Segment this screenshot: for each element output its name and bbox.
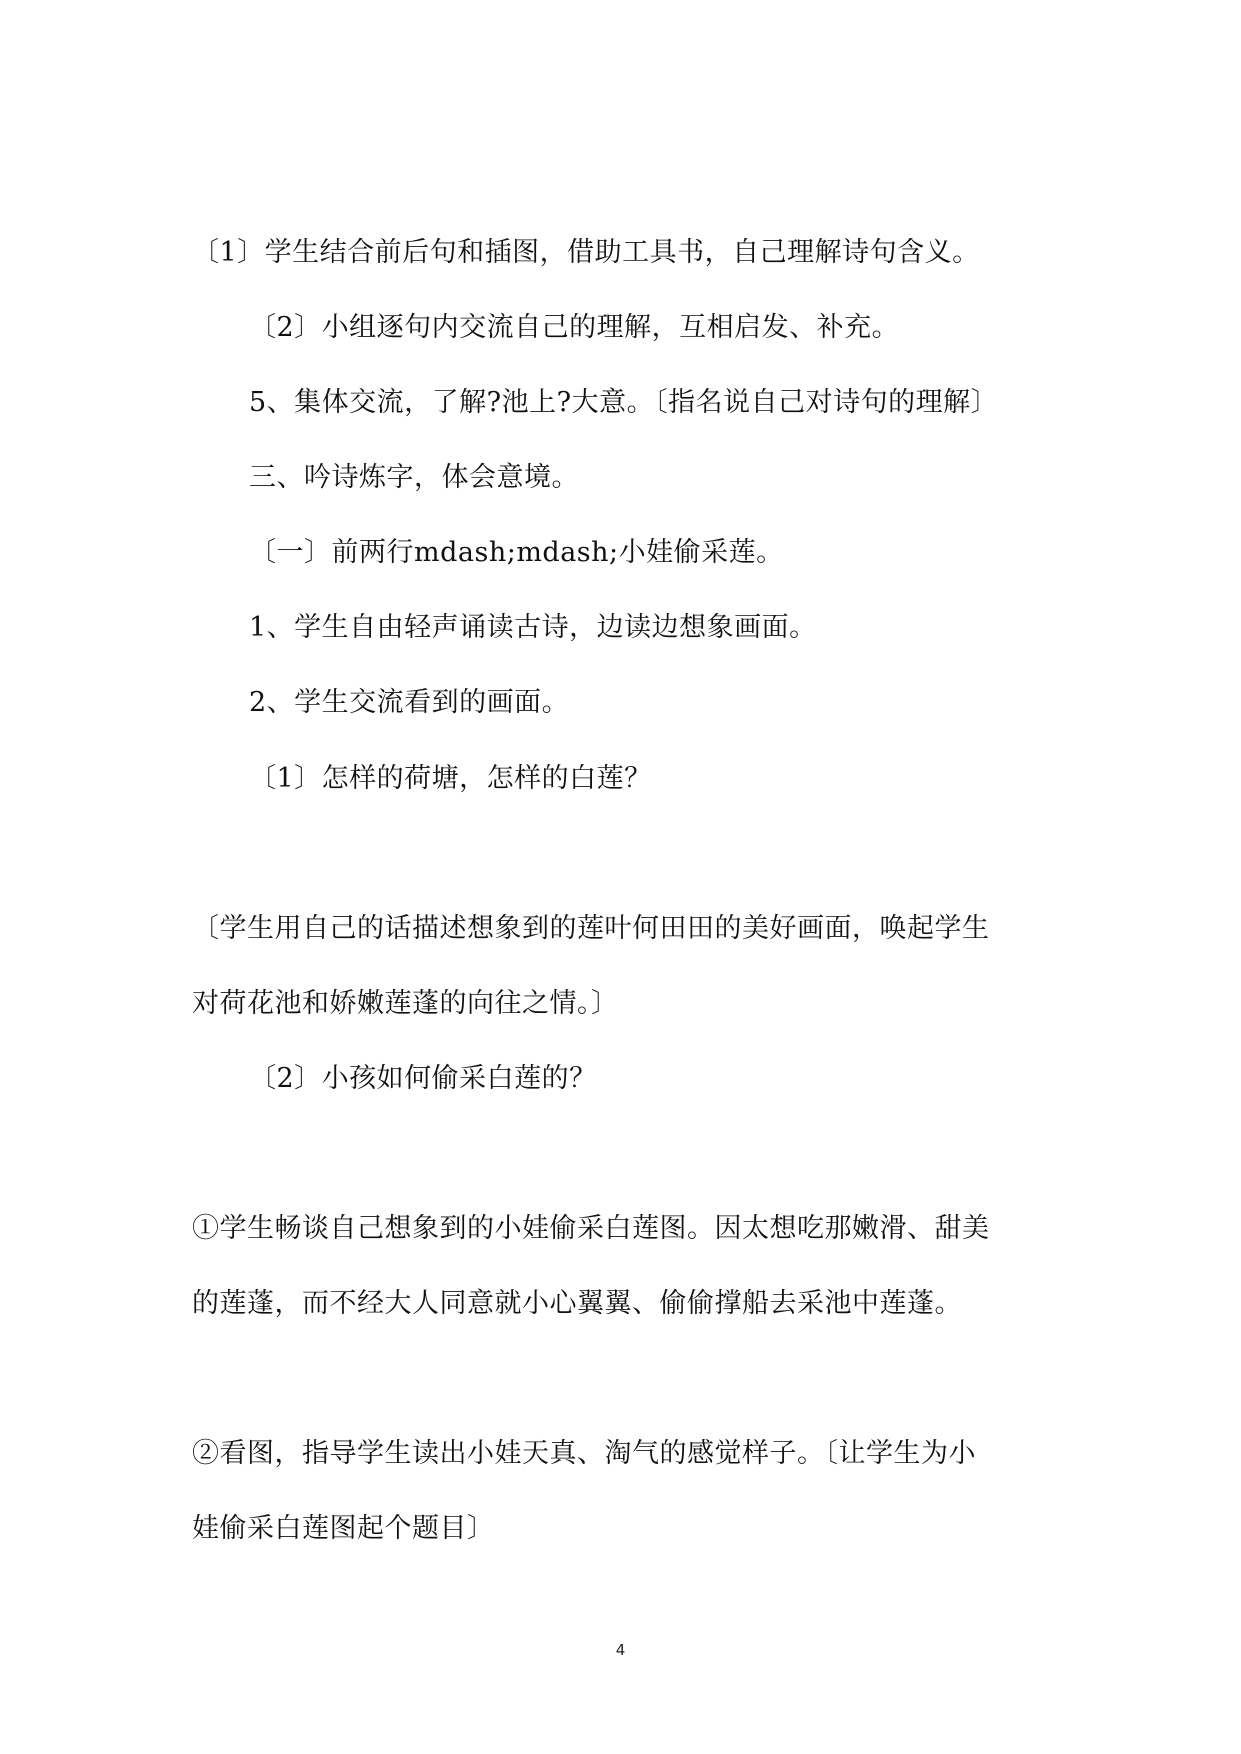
text-line-1: 〔1〕学生结合前后句和插图，借助工具书，自己理解诗句含义。 <box>192 237 980 268</box>
text-line-11: 〔2〕小孩如何偷采白莲的？ <box>249 1063 597 1094</box>
text-line-7: 2、学生交流看到的画面。 <box>249 687 570 718</box>
section-heading: 三、吟诗炼字，体会意境。 <box>249 462 579 493</box>
subsection-heading: 〔一〕前两行mdash;mdash;小娃偷采莲。 <box>249 537 784 568</box>
text-line-2: 〔2〕小组逐句内交流自己的理解，互相启发、补充。 <box>249 312 900 343</box>
text-line-15: 娃偷采白莲图起个题目〕 <box>192 1513 495 1544</box>
text-line-10: 对荷花池和娇嫩莲蓬的向往之情。〕 <box>192 988 619 1019</box>
text-line-3: 5、集体交流，了解?池上?大意。〔指名说自己对诗句的理解〕 <box>249 387 999 418</box>
text-line-6: 1、学生自由轻声诵读古诗，边读边想象画面。 <box>249 612 817 643</box>
text-line-12: ①学生畅谈自己想象到的小娃偷采白莲图。因太想吃那嫩滑、甜美 <box>192 1213 990 1244</box>
text-line-13: 的莲蓬，而不经大人同意就小心翼翼、偷偷撑船去采池中莲蓬。 <box>192 1288 962 1319</box>
text-line-9: 〔学生用自己的话描述想象到的莲叶何田田的美好画面，唤起学生 <box>192 913 990 944</box>
text-line-14: ②看图，指导学生读出小娃天真、淘气的感觉样子。〔让学生为小 <box>192 1438 976 1469</box>
text-line-8: 〔1〕怎样的荷塘，怎样的白莲？ <box>249 763 652 794</box>
page-number: 4 <box>615 1641 626 1659</box>
